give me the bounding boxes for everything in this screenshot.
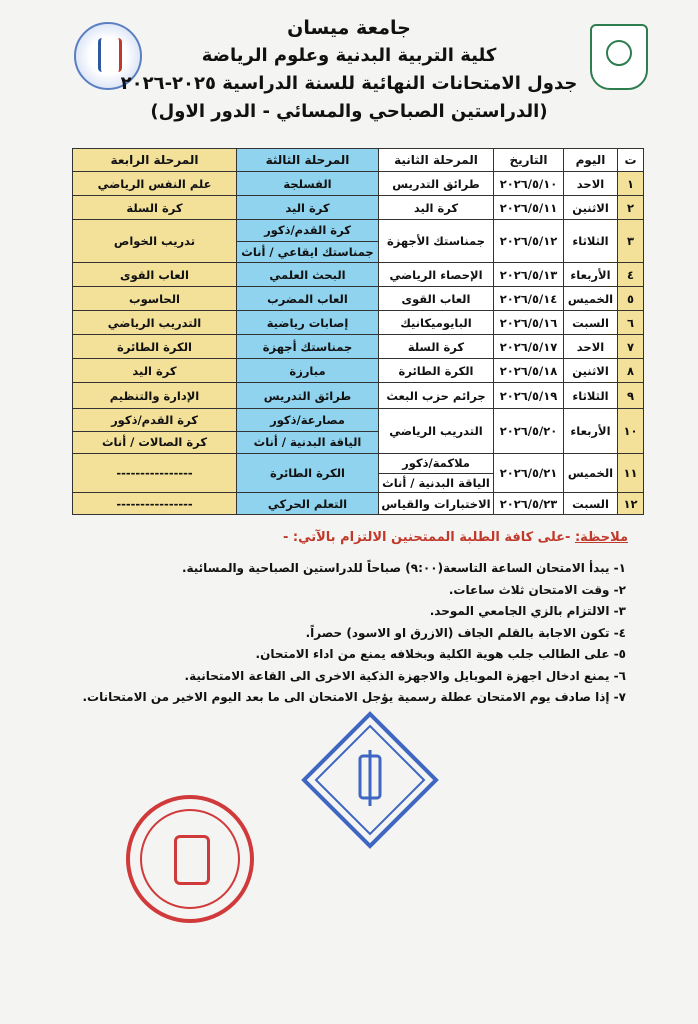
header-number: ت xyxy=(618,149,644,172)
row-stage-2: كرة السلة xyxy=(379,335,494,359)
row-stage-3: مبارزة xyxy=(237,359,379,383)
row-number: ٩ xyxy=(618,383,644,409)
row-day: الأربعاء xyxy=(564,409,618,454)
row-stage-3: العاب المضرب xyxy=(237,287,379,311)
row-date: ٢٠٢٦/٥/٢٠ xyxy=(494,409,564,454)
note-item: ٤- تكون الاجابة بالقلم الجاف (الازرق او الاسود) حصراً. xyxy=(305,625,626,640)
notes-intro: -على كافة الطلبة الممتحنين الالتزام بالآتي: - xyxy=(282,530,571,545)
row-stage-4: الحاسوب xyxy=(73,287,237,311)
table-row xyxy=(73,335,644,359)
note-item: ٢- وقت الامتحان ثلاث ساعات. xyxy=(448,582,626,597)
notes-heading xyxy=(283,530,628,545)
row-day: الاحد xyxy=(564,172,618,196)
header-date: التاريخ xyxy=(494,149,564,172)
row-stage-4-female: كرة الصالات / أناث xyxy=(73,431,236,454)
table-row xyxy=(73,311,644,335)
row-number: ٦ xyxy=(618,311,644,335)
row-date: ٢٠٢٦/٥/١٨ xyxy=(494,359,564,383)
row-stage-2: جمناستك الأجهزة xyxy=(379,220,494,263)
row-stage-3-female: جمناستك ايقاعي / أناث xyxy=(237,241,378,263)
row-stage-3: كرة اليد xyxy=(237,196,379,220)
row-day: الأربعاء xyxy=(564,263,618,287)
table-row xyxy=(73,196,644,220)
table-row xyxy=(73,409,644,454)
row-number: ٧ xyxy=(618,335,644,359)
table-row xyxy=(73,287,644,311)
exam-schedule-table xyxy=(72,148,644,515)
row-stage-3-split xyxy=(237,409,379,454)
row-number: ٥ xyxy=(618,287,644,311)
table-row xyxy=(73,383,644,409)
row-number: ٣ xyxy=(618,220,644,263)
row-stage-2: العاب القوى xyxy=(379,287,494,311)
row-stage-4: الكرة الطائرة xyxy=(73,335,237,359)
row-stage-3: الكرة الطائرة xyxy=(237,454,379,493)
row-stage-2: الكرة الطائرة xyxy=(379,359,494,383)
note-item: ٥- على الطالب جلب هوية الكلية وبخلافه يمنع من اداء الامتحان. xyxy=(255,647,626,661)
row-date: ٢٠٢٦/٥/١٧ xyxy=(494,335,564,359)
row-number: ١١ xyxy=(618,454,644,493)
row-stage-4: ---------------- xyxy=(73,454,237,493)
row-day: السبت xyxy=(564,311,618,335)
notes-list xyxy=(66,558,626,709)
row-stage-2: كرة اليد xyxy=(379,196,494,220)
notes-label: ملاحظة: xyxy=(574,530,628,545)
row-number: ٤ xyxy=(618,263,644,287)
row-date: ٢٠٢٦/٥/١٩ xyxy=(494,383,564,409)
row-stage-4: تدريب الخواص xyxy=(73,220,237,263)
note-item: ١- يبدأ الامتحان الساعة التاسعة(٩:٠٠) صباحاً للدراستين الصباحية والمسائية. xyxy=(181,561,626,575)
row-stage-2: طرائق التدريس xyxy=(379,172,494,196)
row-date: ٢٠٢٦/٥/٢٣ xyxy=(494,493,564,515)
note-item: ٦- يمنع ادخال اجهزة الموبايل والاجهزة الذكية الاخرى الى القاعة الامتحانية. xyxy=(184,668,626,683)
row-stage-3: الفسلجة xyxy=(237,172,379,196)
row-day: الخميس xyxy=(564,454,618,493)
row-number: ١٢ xyxy=(618,493,644,515)
row-day: الاحد xyxy=(564,335,618,359)
row-stage-2-split xyxy=(379,454,494,493)
row-stage-3: التعلم الحركي xyxy=(237,493,379,515)
row-stage-4: الإدارة والتنظيم xyxy=(73,383,237,409)
note-item: ٧- إذا صادف يوم الامتحان عطلة رسمية يؤجل الامتحان الى ما بعد اليوم الاخير من الامتحانات. xyxy=(82,690,626,704)
row-day: الثلاثاء xyxy=(564,220,618,263)
row-date: ٢٠٢٦/٥/١٢ xyxy=(494,220,564,263)
row-day: الاثنين xyxy=(564,359,618,383)
row-stage-3-male: مصارعة/ذكور xyxy=(270,412,345,427)
row-stage-2-male: ملاكمة/ذكور xyxy=(402,456,470,471)
row-stage-2: التدريب الرياضي xyxy=(379,409,494,454)
row-stage-4: علم النفس الرياضي xyxy=(73,172,237,196)
row-stage-4: كرة السلة xyxy=(73,196,237,220)
row-stage-4: كرة اليد xyxy=(73,359,237,383)
row-date: ٢٠٢٦/٥/١١ xyxy=(494,196,564,220)
red-stamp-icon xyxy=(126,795,254,923)
row-day: الخميس xyxy=(564,287,618,311)
table-row xyxy=(73,493,644,515)
row-stage-3-split xyxy=(237,220,379,263)
row-stage-4: ---------------- xyxy=(73,493,237,515)
header-stage-2: المرحلة الثانية xyxy=(379,149,494,172)
row-date: ٢٠٢٦/٥/١٦ xyxy=(494,311,564,335)
row-stage-2: البايوميكانيك xyxy=(379,311,494,335)
row-date: ٢٠٢٦/٥/١٣ xyxy=(494,263,564,287)
table-row xyxy=(73,359,644,383)
table-row xyxy=(73,263,644,287)
row-stage-3: إصابات رياضية xyxy=(237,311,379,335)
row-date: ٢٠٢٦/٥/١٤ xyxy=(494,287,564,311)
row-number: ١٠ xyxy=(618,409,644,454)
table-row xyxy=(73,172,644,196)
row-stage-3-male: كرة القدم/ذكور xyxy=(264,223,351,238)
row-day: الثلاثاء xyxy=(564,383,618,409)
header-stage-4: المرحلة الرابعة xyxy=(73,149,237,172)
university-name: جامعة ميسان xyxy=(287,17,411,39)
row-stage-2: جرائم حزب البعث xyxy=(379,383,494,409)
row-number: ٨ xyxy=(618,359,644,383)
row-stage-3: البحث العلمي xyxy=(237,263,379,287)
college-name: كلية التربية البدنية وعلوم الرياضة xyxy=(201,45,497,66)
row-stage-3-female: الياقة البدنية / أناث xyxy=(237,431,378,454)
table-row xyxy=(73,220,644,263)
row-stage-4: التدريب الرياضي xyxy=(73,311,237,335)
row-stage-4-male: كرة القدم/ذكور xyxy=(111,412,198,427)
table-header-row xyxy=(73,149,644,172)
row-stage-4: العاب القوى xyxy=(73,263,237,287)
row-stage-2: الاختبارات والقياس xyxy=(379,493,494,515)
note-item: ٣- الالتزام بالزي الجامعي الموحد. xyxy=(429,604,626,618)
row-day: السبت xyxy=(564,493,618,515)
page-subtitle: (الدراستين الصباحي والمسائي - الدور الاول) xyxy=(150,101,548,122)
page-title: جدول الامتحانات النهائية للسنة الدراسية ٢٠٢٥-٢٠٢٦ xyxy=(120,73,578,94)
row-number: ١ xyxy=(618,172,644,196)
header xyxy=(0,14,698,126)
table-row xyxy=(73,454,644,493)
row-day: الاثنين xyxy=(564,196,618,220)
header-day: اليوم xyxy=(564,149,618,172)
row-stage-4-split xyxy=(73,409,237,454)
row-stage-2: الإحصاء الرياضي xyxy=(379,263,494,287)
row-stage-3: طرائق التدريس xyxy=(237,383,379,409)
blue-stamp-icon xyxy=(300,710,440,850)
row-stage-2-female: الياقة البدنية / أناث xyxy=(379,473,493,493)
row-number: ٢ xyxy=(618,196,644,220)
row-stage-3: جمناستك أجهزة xyxy=(237,335,379,359)
header-stage-3: المرحلة الثالثة xyxy=(237,149,379,172)
row-date: ٢٠٢٦/٥/١٠ xyxy=(494,172,564,196)
row-date: ٢٠٢٦/٥/٢١ xyxy=(494,454,564,493)
